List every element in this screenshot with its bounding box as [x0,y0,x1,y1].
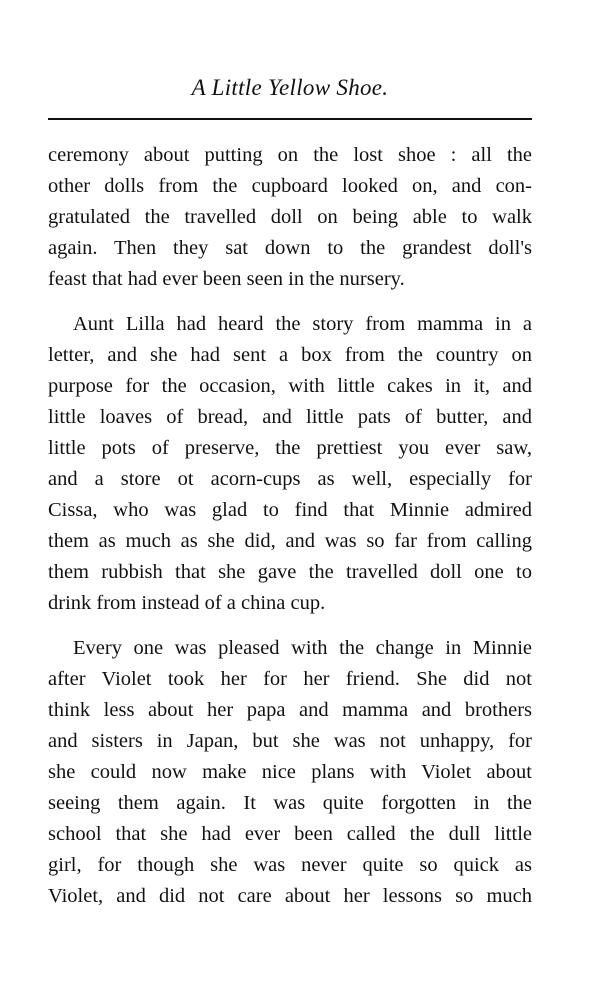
text-line: letter, and she had sent a box from the country on [48,344,532,366]
text-line: ceremony about putting on the lost shoe : all the [48,144,532,166]
text-line: seeing them again. It was quite forgotten in the [48,792,532,814]
text-line: Cissa, who was glad to find that Minnie admired [48,499,532,521]
text-line: feast that had ever been seen in the nursery. [48,268,405,290]
text-line: little loaves of bread, and little pats of butter, and [48,406,532,428]
paragraph-gap [48,619,532,633]
text-line: Violet, and did not care about her lessons so much [48,885,532,907]
text-line: other dolls from the cupboard looked on, and con- [48,175,532,197]
text-line: little pots of preserve, the prettiest you ever saw, [48,437,532,459]
text-line: again. Then they sat down to the grandest doll's [48,237,532,259]
text-line: she could now make nice plans with Violet about [48,761,532,783]
text-line: Aunt Lilla had heard the story from mamma in a [73,313,532,335]
text-line: school that she had ever been called the dull little [48,823,532,845]
body-text [48,140,532,912]
text-line: gratulated the travelled doll on being able to walk [48,206,532,228]
text-line: think less about her papa and mamma and brothers [48,699,532,721]
text-line: girl, for though she was never quite so quick as [48,854,532,876]
text-line: Every one was pleased with the change in Minnie [73,637,532,659]
text-line: and sisters in Japan, but she was not unhappy, for [48,730,532,752]
running-head: A Little Yellow Shoe. [191,75,389,100]
text-line: them as much as she did, and was so far from calling [48,530,532,552]
text-line: and a store ot acorn-cups as well, especially for [48,468,532,490]
text-line: them rubbish that she gave the travelled doll one to [48,561,532,583]
text-line: after Violet took her for her friend. She did not [48,668,532,690]
header-rule [48,118,532,120]
text-line: purpose for the occasion, with little cakes in it, and [48,375,532,397]
text-line: drink from instead of a china cup. [48,592,326,614]
paragraph-gap [48,295,532,309]
